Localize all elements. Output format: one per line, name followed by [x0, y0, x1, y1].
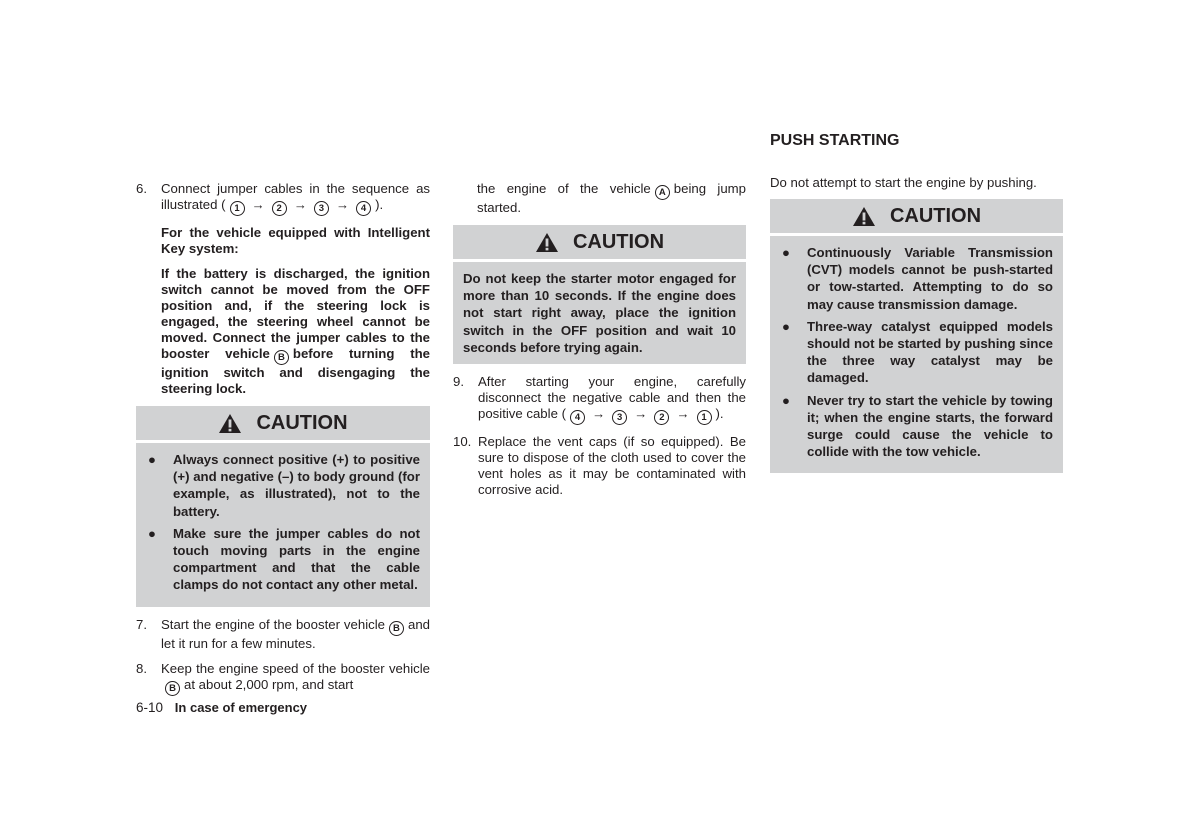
column-3 [770, 133, 1063, 483]
caution-header [770, 199, 1063, 236]
step-number: 6. [136, 181, 147, 196]
caution-title: CAUTION [256, 412, 348, 434]
caution-body [136, 443, 430, 607]
arrow: → [335, 197, 350, 212]
caution-bullet: ● Always connect positive (+) to positive (+) and negative (–) to body ground (for example, as illustrated), not to the battery. [148, 452, 420, 519]
step-text: Connect jumper cables in the sequence as illustrated ( [161, 181, 430, 212]
bullet-icon: ● [782, 392, 790, 408]
step-6 [136, 181, 430, 216]
circled-number: 4 [570, 410, 585, 425]
step-number: 8. [136, 660, 147, 676]
step-number: 7. [136, 616, 147, 632]
step-7: 7. Start the engine of the booster vehicle B and let it run for a few minutes. [136, 616, 430, 651]
caution-text: Do not keep the starter motor engaged for more than 10 seconds. If the engine does not start right away, place the ignition switch in the OFF position and wait 10 seconds before trying again. [463, 271, 736, 355]
intelligent-key-note: If the battery is discharged, the ignition switch cannot be moved from the OFF position and, if the steering lock is engaged, the steering wheel cannot be moved. Connect the jumper cables to the booster vehicle B before turning the ignition switch and disengaging the steering lock. [161, 266, 430, 396]
caution-header [136, 406, 430, 443]
arrow: → [676, 406, 690, 422]
circled-letter: B [389, 621, 404, 636]
warning-triangle-icon [535, 232, 559, 253]
step-9: 9. After starting your engine, carefully disconnect the negative cable and then the positive cable ( 4 → 3 → 2 → 1 ). [453, 374, 746, 424]
caution-body [770, 236, 1063, 473]
caution-bullet: ● Never try to start the vehicle by towing it; when the engine starts, the forward surge could cause the vehicle to collide with the tow vehicle. [782, 392, 1053, 460]
warning-triangle-icon [852, 206, 876, 227]
warning-triangle-icon [218, 413, 242, 434]
circled-number: 3 [314, 201, 329, 216]
page-number: 6-10 [136, 700, 164, 715]
caution-bullet: ● Make sure the jumper cables do not touch moving parts in the engine compartment and that the cable clamps do not contact any other metal. [148, 525, 420, 593]
circled-letter: B [274, 350, 289, 365]
caution-box [136, 406, 430, 607]
arrow: → [251, 197, 265, 212]
caution-body [453, 262, 746, 364]
bullet-icon: ● [148, 452, 156, 467]
arrow: → [591, 406, 606, 422]
caution-bullet: ● Continuously Variable Transmission (CVT) models cannot be push-started or tow-started. Attempting to do so may cause transmission damage. [782, 245, 1053, 312]
arrow: → [293, 197, 307, 212]
step-text: Replace the vent caps (if so equipped). Be sure to dispose of the cloth used to cover the vent holes as it may be contaminated with corrosive acid. [478, 434, 746, 498]
caution-bullet: ● Three-way catalyst equipped models should not be started by pushing since the three way catalyst may be damaged. [782, 318, 1053, 386]
caution-box [770, 199, 1063, 473]
step-8-continued: the engine of the vehicle A being jump started. [477, 181, 746, 215]
circled-letter: A [655, 185, 670, 200]
column-2 [453, 181, 746, 507]
circled-number: 2 [654, 410, 669, 425]
step-text-end: ). [375, 197, 384, 212]
circled-number: 1 [230, 201, 245, 216]
sub-heading: For the vehicle equipped with Intelligent Key system: [161, 225, 430, 256]
caution-title: CAUTION [889, 205, 982, 227]
circled-number: 2 [272, 201, 287, 216]
section-heading: PUSH STARTING [770, 132, 900, 149]
step-number: 10. [453, 434, 472, 450]
intro-text: Do not attempt to start the engine by pushing. [770, 175, 1037, 190]
circled-letter: B [165, 681, 180, 696]
bullet-icon: ● [148, 525, 156, 541]
caution-box [453, 225, 746, 364]
page-footer [136, 700, 307, 715]
caution-title: CAUTION [572, 231, 665, 253]
column-1 [136, 181, 430, 705]
step-number: 9. [453, 374, 464, 390]
bullet-icon: ● [782, 318, 790, 334]
circled-number: 3 [612, 410, 627, 425]
caution-header [453, 225, 746, 262]
bullet-icon: ● [782, 245, 790, 260]
step-8: 8. Keep the engine speed of the booster vehicleB at about 2,000 rpm, and start [136, 660, 430, 694]
step-10 [453, 434, 746, 498]
footer-title: In case of emergency [174, 700, 308, 715]
arrow: → [634, 406, 648, 422]
circled-number: 4 [356, 201, 371, 216]
circled-number: 1 [697, 410, 712, 425]
